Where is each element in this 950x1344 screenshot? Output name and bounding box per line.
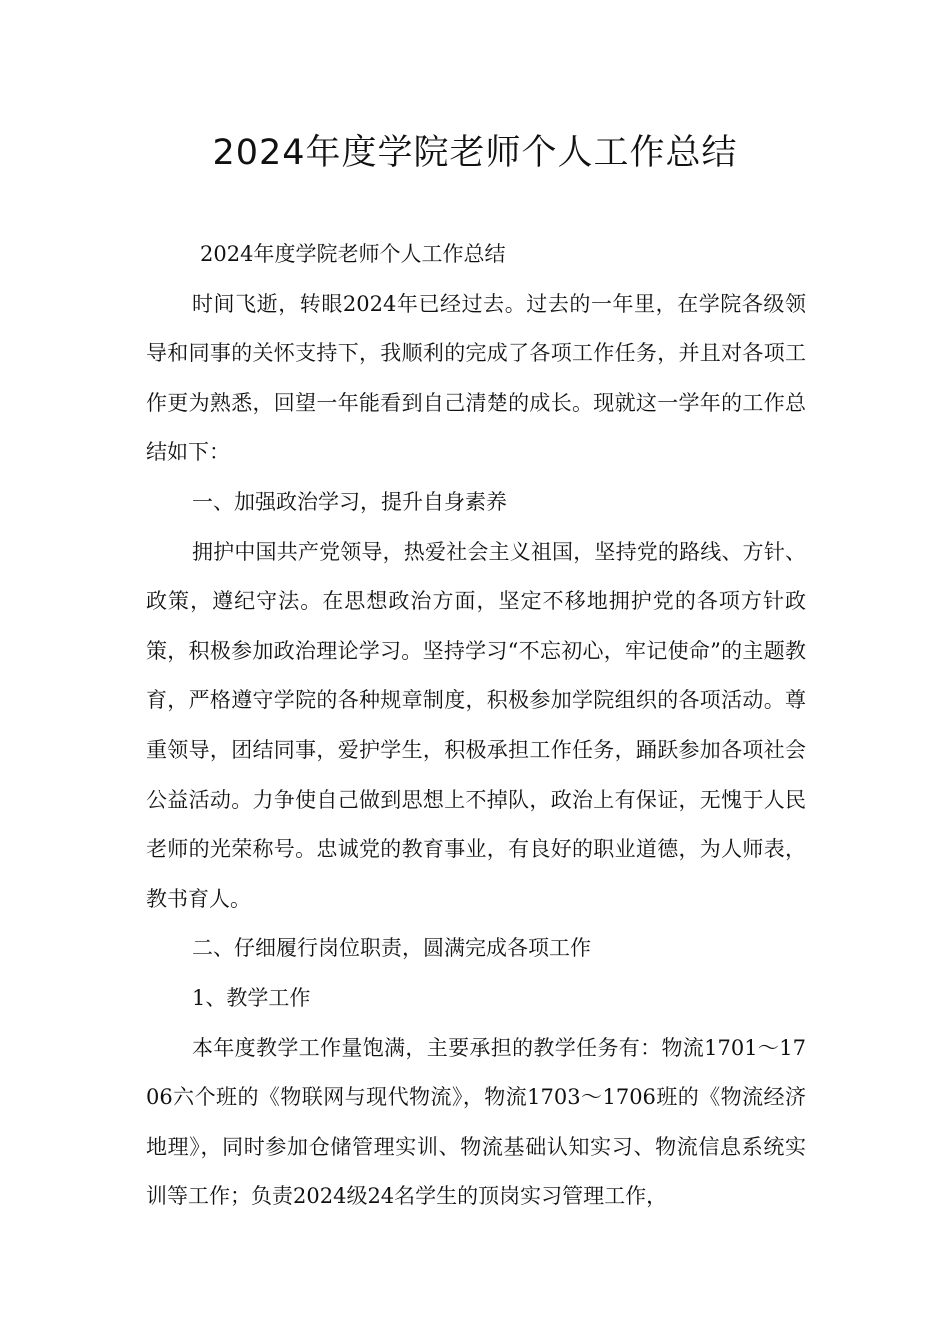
intro-paragraph: 时间飞逝，转眼2024年已经过去。过去的一年里，在学院各级领导和同事的关怀支持下，我顺利的完成了各项工作任务，并且对各项工作更为熟悉，回望一年能看到自己清楚的成长。现就这一学年的工作总结如下： [146, 291, 806, 465]
body-subtitle: 2024年度学院老师个人工作总结 [200, 242, 506, 266]
document-body [146, 230, 806, 1222]
teaching-paragraph: 本年度教学工作量饱满，主要承担的教学任务有：物流1701～1706六个班的《物联网与现代物流》，物流1703～1706班的《物流经济地理》，同时参加仓储管理实训、物流基础认知实习、物流信息系统实训等工作；负责2024级24名学生的顶岗实习管理工作， [146, 1035, 806, 1209]
subsection-heading-teaching: 1、教学工作 [192, 985, 311, 1010]
section-heading-1: 一、加强政治学习，提升自身素养 [192, 489, 507, 514]
document-title: 2024年度学院老师个人工作总结 [212, 133, 738, 173]
section-heading-2: 二、仔细履行岗位职责，圆满完成各项工作 [192, 936, 591, 961]
political-study-paragraph: 拥护中国共产党领导，热爱社会主义祖国，坚持党的路线、方针、政策，遵纪守法。在思想政治方面，坚定不移地拥护党的各项方针政策，积极参加政治理论学习。坚持学习“不忘初心，牢记使命”的主题教育，严格遵守学院的各种规章制度，积极参加学院组织的各项活动。尊重领导，团结同事，爱护学生，积极承担工作任务，踊跃参加各项社会公益活动。力争使自己做到思想上不掉队，政治上有保证，无愧于人民老师的光荣称号。忠诚党的教育事业，有良好的职业道德，为人师表，教书育人。 [146, 539, 806, 911]
